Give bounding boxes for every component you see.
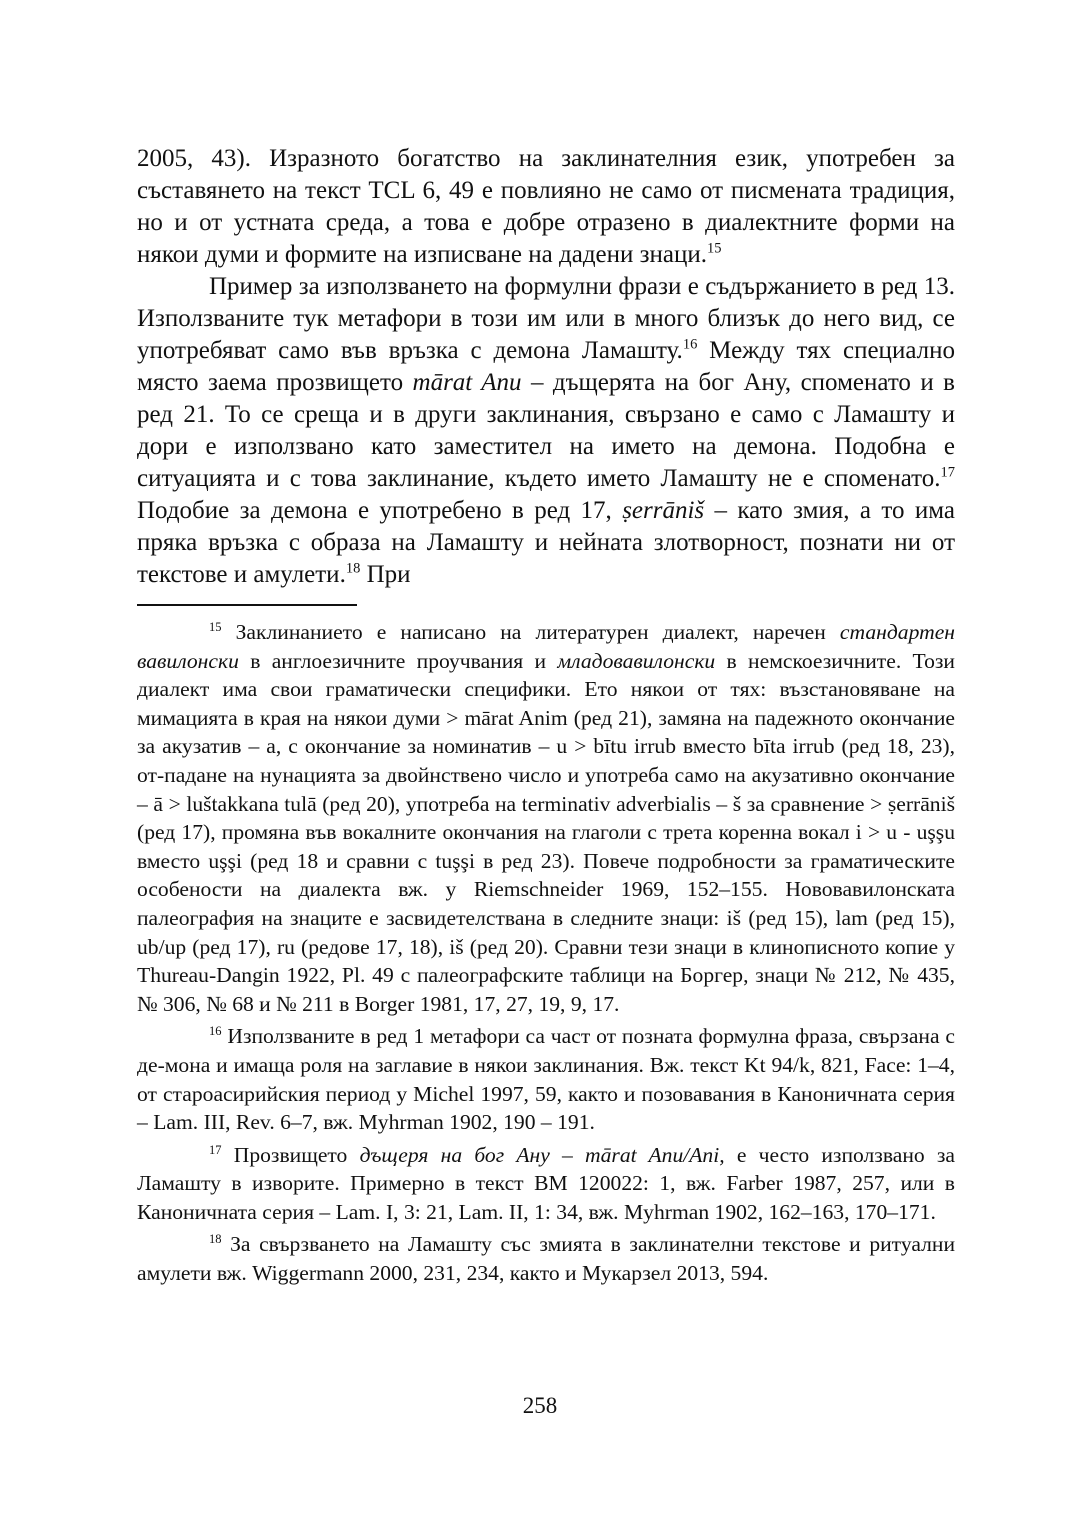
footnotes [137,618,955,1292]
footnote-16 [137,1022,955,1136]
footnote-number: 17 [209,1142,222,1157]
paragraph-2 [137,271,955,591]
footnote-15-text-c: в немскоезичните. Този диалект има свои граматически специфики. Ето някои от тях: възстановяване на мимацията в края на някои думи > mārat Anim (ред 21), замяна на падежното окончание за акузатив – a, с окончание за номинатив – u > bītu irrub вместо bīta irrub (ред 18, 23), от-падане на нунацията за двойнствено число и употреба само на акузативно окончание – ā > luštakkana tulā (ред 20), употреба на terminativ adverbialis – š за сравнение > ṣerrāniš (ред 17), промяна във вокалните окончания на глаголи с трета коренна вокал i > u - uşşu вместо uşşi (ред 18 и сравни с tuşşi в ред 23). Повече подробности за граматическите особености на диалекта вж. у Riemschneider 1969, 152–155. Нововавилонската палеография на знаците е засвидетелствана в следните знаци: iš (ред 15), lam (ред 15), ub/up (ред 17), ru (редове 17, 18), iš (ред 20). Сравни тези знаци в клинописното копие у Thureau-Dangin 1922, Pl. 49 с палеографските таблици на Боргер, знаци № 212, № 435, № 306, № 68 и № 211 в Borger 1981, 17, 27, 19, 9, 17. [137,648,955,1016]
footnote-15 [137,618,955,1018]
footnote-separator [137,604,357,606]
term-marat-anu: mārat Anu [412,369,522,396]
footnote-17-italic: дъщеря на бог Ану – mārat Anu/Ani, [359,1142,725,1167]
footnote-ref-16[interactable]: 16 [682,336,698,353]
footnote-number: 16 [209,1024,222,1039]
main-text [137,143,955,591]
paragraph-2-text-f: При [360,561,411,588]
footnote-ref-15[interactable]: 15 [707,240,722,257]
footnote-17 [137,1141,955,1227]
page-number: 258 [522,1393,558,1418]
paragraph-2-text-d: Подобие за демона е употребено в ред 17, [137,497,623,524]
footnote-16-text: Използваните в ред 1 метафори са част от позната формулна фраза, свързана с де-мона и имаща роля на заглавие в някои заклинания. Вж. текст Kt 94/k, 821, Face: 1–4, от староасирийския период у Michel 1997, 59, както и позовавания в Каноничната серия – Lam. III, Rev. 6–7, вж. Myhrman 1902, 190 – 191. [137,1024,955,1135]
footnote-18 [137,1230,955,1287]
footnote-15-text-a: Заклинанието е написано на литературен диалект, наречен [221,620,840,644]
footnote-15-text-b: в англоезичните проучвания и [238,648,558,673]
footnote-ref-18[interactable]: 18 [345,560,361,577]
paragraph-2-text-a: Пример за използването на формулни фрази е съдържанието в ред 13. Използваните тук метафори в този им или в много близък до него вид, се употребяват само във връзка с демона Ламашту. [137,273,955,364]
footnote-15-italic-2: младовавилонски [557,648,716,673]
footnote-number: 18 [209,1232,222,1247]
paragraph-1 [137,143,955,271]
footnote-18-text: За свързването на Ламашту със змията в заклинателни текстове и ритуални амулети вж. Wiggermann 2000, 231, 234, както и Мукарзел 2013, 594. [137,1232,955,1286]
paragraph-1-text: 2005, 43). Изразното богатство на заклинателния език, употребен за съставянето на текст TCL 6, 49 е повлияно не само от писмената традиция, но и от устната среда, а това е добре отразено в диалектните форми на някои думи и формите на изписване на дадени знаци. [137,145,955,268]
term-serranis: ṣerrāniš [622,497,705,524]
footnote-17-text-a: Прозвището [221,1142,360,1167]
paragraph-2-text-e: – като змия, а то има пряка връзка с образа на Ламашту и нейната злотворност, познати ни от текстове и амулети. [137,497,955,588]
footnote-15-italic-1: стандартен вавилонски [137,620,955,673]
footnote-17-text-b: е често използвано за Ламашту в изворите. Примерно в текст BM 120022: 1, вж. Farber 1987, 257, или в Каноничната серия – Lam. I, 3: 21, Lam. II, 1: 34, вж. Myhrman 1902, 162–163, 170–171. [137,1142,955,1224]
footnote-number: 15 [209,619,222,634]
paragraph-2-text-b: Между тях специално място заема прозвището [137,337,955,396]
paragraph-2-text-c: – дъщерята на бог Ану, споменато и в ред 21. То се среща и в други заклинания, свързано е само с Ламашту и дори е използвано като заместител на името на демона. Подобна е ситуацията и с това заклинание, където името Ламашту не е споменато. [137,369,955,492]
footnote-ref-17[interactable]: 17 [940,464,955,481]
